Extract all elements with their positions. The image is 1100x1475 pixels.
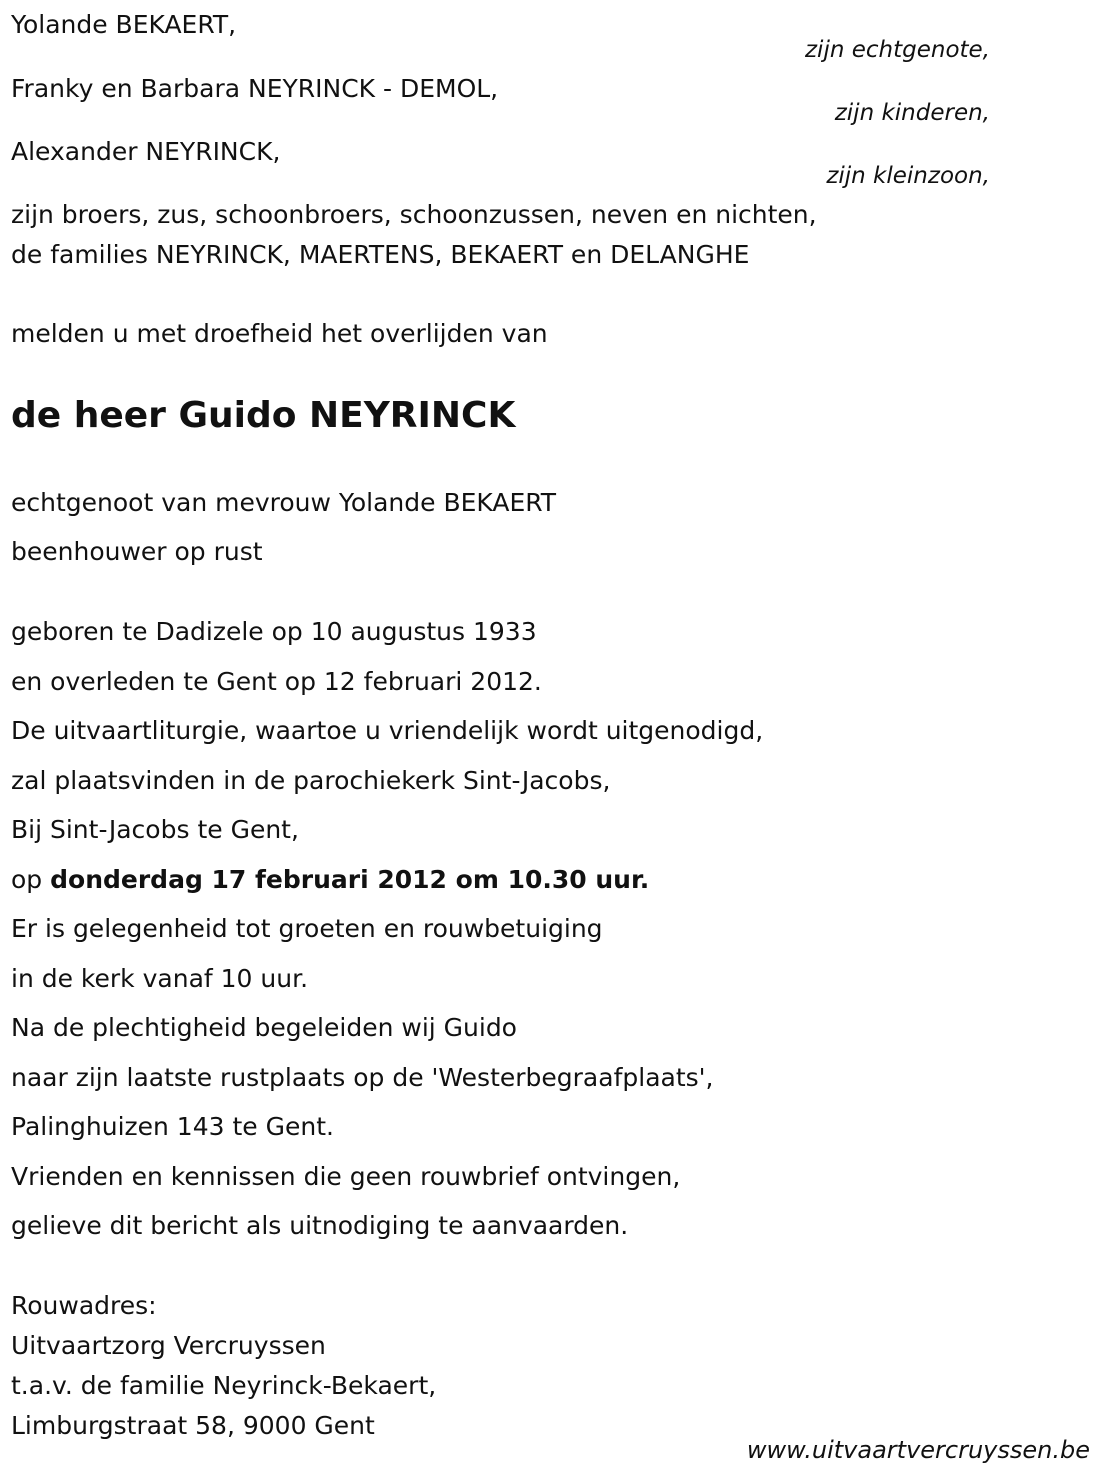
website-link[interactable]: www.uitvaartvercruyssen.be: [746, 1436, 1090, 1464]
deceased-occupation: beenhouwer op rust: [11, 537, 263, 566]
address-label: Rouwadres:: [11, 1291, 157, 1320]
greeting-line-1: Er is gelegenheid tot groeten en rouwbetuiging: [11, 914, 603, 943]
greeting-line-2: in de kerk vanaf 10 uur.: [11, 964, 309, 993]
burial-line-1: Na de plechtigheid begeleiden wij Guido: [11, 1013, 517, 1042]
announcement-text: melden u met droefheid het overlijden van: [11, 319, 548, 348]
relatives-line-2: de families NEYRINCK, MAERTENS, BEKAERT en DELANGHE: [11, 240, 750, 269]
address-line-2: t.a.v. de familie Neyrinck-Bekaert,: [11, 1371, 437, 1400]
grandson-role: zijn kleinzoon,: [826, 163, 990, 189]
friends-line-2: gelieve dit bericht als uitnodiging te aanvaarden.: [11, 1211, 629, 1240]
death-line: en overleden te Gent op 12 februari 2012.: [11, 667, 542, 696]
deceased-name: de heer Guido NEYRINCK: [11, 395, 516, 436]
friends-line-1: Vrienden en kennissen die geen rouwbrief ontvingen,: [11, 1162, 681, 1191]
children-role: zijn kinderen,: [834, 100, 990, 126]
date-prefix: op: [11, 865, 43, 894]
funeral-date: donderdag 17 februari 2012 om 10.30 uur.: [50, 865, 650, 894]
venue-line: zal plaatsvinden in de parochiekerk Sint-Jacobs,: [11, 766, 611, 795]
address-line-3: Limburgstraat 58, 9000 Gent: [11, 1411, 375, 1440]
spouse-name: Yolande BEKAERT,: [11, 10, 237, 39]
liturgy-line: De uitvaartliturgie, waartoe u vriendelijk wordt uitgenodigd,: [11, 716, 764, 745]
burial-line-3: Palinghuizen 143 te Gent.: [11, 1112, 334, 1141]
location-line: Bij Sint-Jacobs te Gent,: [11, 815, 299, 844]
date-line: [11, 865, 649, 895]
spouse-role: zijn echtgenote,: [804, 37, 990, 63]
address-line-1: Uitvaartzorg Vercruyssen: [11, 1331, 326, 1360]
burial-line-2: naar zijn laatste rustplaats op de 'Westerbegraafplaats',: [11, 1063, 714, 1092]
children-names: Franky en Barbara NEYRINCK - DEMOL,: [11, 74, 499, 103]
deceased-spouse-line: echtgenoot van mevrouw Yolande BEKAERT: [11, 488, 557, 517]
grandson-name: Alexander NEYRINCK,: [11, 137, 281, 166]
birth-line: geboren te Dadizele op 10 augustus 1933: [11, 617, 537, 646]
relatives-line-1: zijn broers, zus, schoonbroers, schoonzussen, neven en nichten,: [11, 200, 817, 229]
